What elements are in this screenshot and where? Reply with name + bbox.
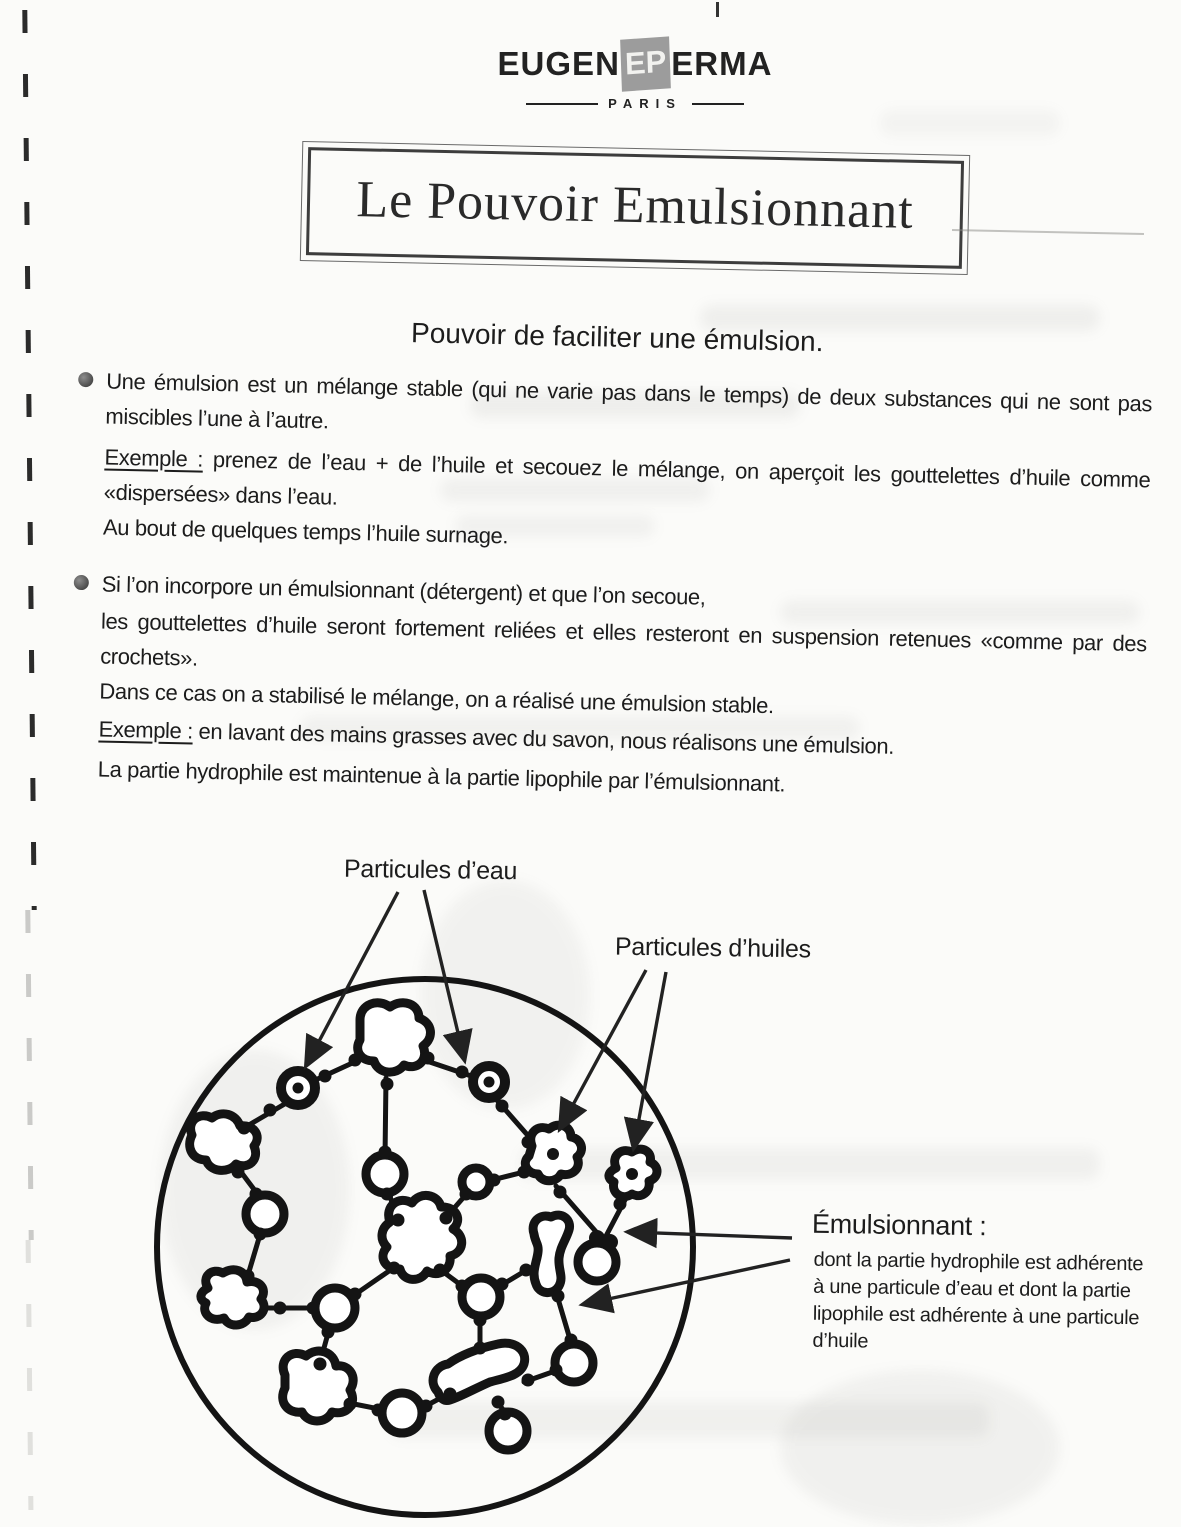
bullet-icon	[74, 575, 89, 590]
logo-rule-right	[692, 103, 744, 105]
brand-logo	[455, 38, 815, 111]
example-label: Exemple :	[98, 716, 194, 744]
oil-arrow	[561, 970, 646, 1127]
particle-network	[190, 1003, 657, 1450]
title-box	[306, 147, 964, 269]
bleedthrough-smudge	[880, 110, 1060, 136]
emulsifier-label: Émulsionnant :	[811, 1208, 987, 1242]
binding-marks-top	[22, 10, 36, 910]
logo-rule-left	[526, 103, 598, 105]
logo-ep-badge: EP	[620, 36, 671, 91]
document-body	[71, 300, 1153, 809]
example-label: Exemple :	[104, 444, 204, 472]
paragraph-stable-emulsion: Dans ce cas on a stabilisé le mélange, on a réalisé une émulsion stable.	[99, 678, 774, 719]
paragraph-oil-floats: Au bout de quelques temps l’huile surnage.	[102, 514, 509, 549]
subtitle: Pouvoir de faciliter une émulsion.	[410, 317, 824, 358]
emulsifier-description: dont la partie hydrophile est adhérente à une particule d’eau et dont la partie lipophile est adhérente à une particule d’huile	[812, 1248, 1144, 1353]
paragraph-example-soap: Exemple : en lavant des mains grasses avec du savon, nous réalisons une émulsion.	[98, 716, 895, 759]
logo-text-left: EUGEN	[497, 45, 620, 82]
oil-particles-label: Particules d’huiles	[614, 932, 811, 964]
water-particles-label: Particules d’eau	[343, 854, 518, 886]
bullet-icon	[78, 372, 93, 387]
logo-text-right: ERMA	[671, 45, 773, 82]
page-title: Le Pouvoir Emulsionnant	[355, 170, 915, 240]
logo-city-row	[455, 96, 815, 111]
paragraph-add-emulsifier: Si l’on incorpore un émulsionnant (détergent) et que l’on secoue,	[101, 567, 1148, 625]
scan-tick-mark	[716, 2, 719, 17]
logo-city-label: PARIS	[608, 96, 682, 111]
emulsion-diagram	[0, 830, 1181, 1527]
emulsifier-arrow	[630, 1232, 792, 1238]
paragraph-example-oil-water: Exemple : prenez de l’eau + de l’huile et secouez le mélange, on aperçoit les gouttelettes d’huile comme «dispersées» dans l’eau.	[103, 444, 1151, 510]
paragraph-emulsion-definition: Une émulsion est un mélange stable (qui ne varie pas dans le temps) de deux substances qui ne sont pas miscibles l’une à l’autre.	[105, 364, 1152, 457]
paragraph-hydrophile-lipophile: La partie hydrophile est maintenue à la partie lipophile par l’émulsionnant.	[97, 756, 786, 797]
paragraph-droplets-linked: les gouttelettes d’huile seront fortement reliées et elles resteront en suspension retenues «comme par des crochets».	[99, 608, 1148, 671]
title-box-extension-line	[952, 229, 1144, 235]
